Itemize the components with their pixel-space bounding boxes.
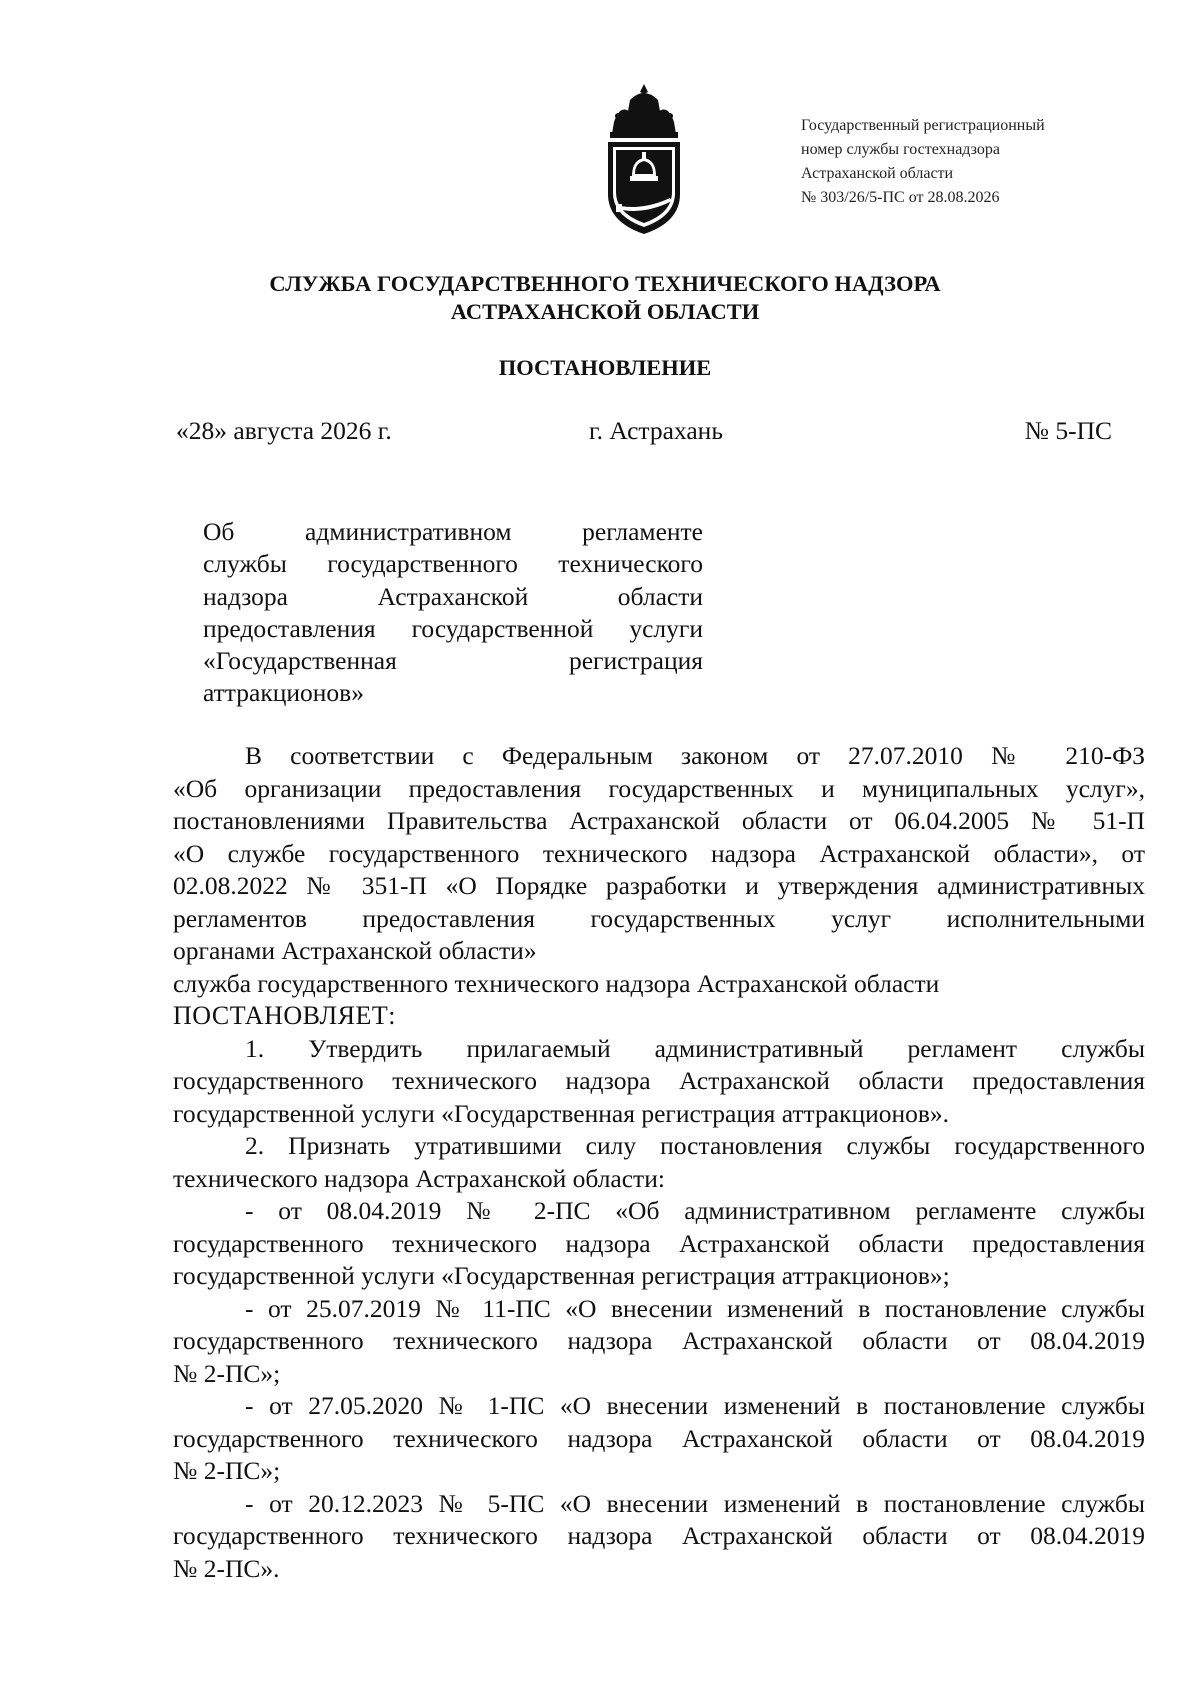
subject-line: предоставления государственной услуги <box>203 613 703 643</box>
registration-stamp <box>801 114 1045 210</box>
body-line: служба государственного технического надзора Астраханской области <box>173 968 940 998</box>
body-line: № 2-ПС»; <box>173 1358 281 1388</box>
body-line: № 2-ПС»; <box>173 1456 281 1485</box>
body-line: - от 20.12.2023 № 5-ПС «О внесении изменений в постановление службы <box>245 1488 1145 1518</box>
body-line: - от 27.05.2020 № 1-ПС «О внесении изменений в постановление службы <box>245 1391 1145 1420</box>
body-line: государственного технического надзора Астраханской области предоставления <box>173 1228 1145 1258</box>
organization-title-line-2: АСТРАХАНСКОЙ ОБЛАСТИ <box>450 299 760 324</box>
astrakhan-coat-of-arms-icon <box>600 82 688 242</box>
body-line: 02.08.2022 № 351-П «О Порядке разработки и утверждения административных <box>173 871 1145 900</box>
document-subject <box>203 516 703 710</box>
body-line: государственного технического надзора Астраханской области от 08.04.2019 <box>173 1326 1145 1355</box>
document-number: № 5-ПС <box>1024 416 1112 445</box>
registration-stamp-line: Астраханской области <box>801 165 954 182</box>
body-line: - от 25.07.2019 № 11-ПС «О внесении изменений в постановление службы <box>245 1293 1145 1323</box>
body-line: «О службе государственного технического надзора Астраханской области», от <box>173 838 1145 868</box>
body-line: органами Астраханской области» <box>173 936 537 965</box>
registration-stamp-line: Государственный регистрационный <box>801 117 1045 134</box>
subject-line: аттракционов» <box>203 678 364 708</box>
body-line: 2. Признать утратившими силу постановления службы государственного <box>245 1131 1145 1160</box>
body-line: - от 08.04.2019 № 2-ПС «Об административном регламенте службы <box>245 1196 1145 1225</box>
organization-title-line-1: СЛУЖБА ГОСУДАРСТВЕННОГО ТЕХНИЧЕСКОГО НАДЗОРА <box>269 271 941 296</box>
subject-line: Об административном регламенте <box>203 517 703 546</box>
organization-title <box>170 270 1040 326</box>
document-date: «28» августа 2026 г. <box>176 416 392 445</box>
body-line: «Об организации предоставления государственных и муниципальных услуг», <box>173 773 1145 803</box>
body-line: регламентов предоставления государственных услуг исполнительными <box>173 903 1145 933</box>
document-type: ПОСТАНОВЛЕНИЕ <box>498 355 712 380</box>
body-line: государственной услуги «Государственная регистрация аттракционов»; <box>173 1261 950 1290</box>
body-line: В соответствии с Федеральным законом от 27.07.2010 № 210-ФЗ <box>245 741 1145 770</box>
registration-stamp-line: номер службы гостехнадзора <box>801 141 1000 158</box>
body-line: 1. Утвердить прилагаемый административный регламент службы <box>245 1033 1145 1063</box>
body-line: государственного технического надзора Астраханской области от 08.04.2019 <box>173 1521 1145 1550</box>
document-city: г. Астрахань <box>589 416 723 445</box>
body-line: государственного технического надзора Астраханской области от 08.04.2019 <box>173 1423 1145 1453</box>
subject-line: службы государственного технического <box>203 549 703 579</box>
subject-line: надзора Астраханской области <box>203 581 703 611</box>
subject-line: «Государственная регистрация <box>203 646 703 676</box>
document-body <box>173 740 1145 1585</box>
body-line: № 2-ПС». <box>173 1553 280 1583</box>
body-line: технического надзора Астраханской области: <box>173 1163 665 1193</box>
registration-stamp-number: № 303/26/5-ПС от 28.08.2026 <box>801 189 1000 206</box>
body-line: государственного технического надзора Астраханской области предоставления <box>173 1066 1145 1095</box>
body-line: постановлениями Правительства Астраханской области от 06.04.2005 № 51-П <box>173 806 1145 835</box>
resolution-word: ПОСТАНОВЛЯЕТ: <box>173 1001 396 1030</box>
body-line: государственной услуги «Государственная регистрация аттракционов». <box>173 1098 950 1128</box>
